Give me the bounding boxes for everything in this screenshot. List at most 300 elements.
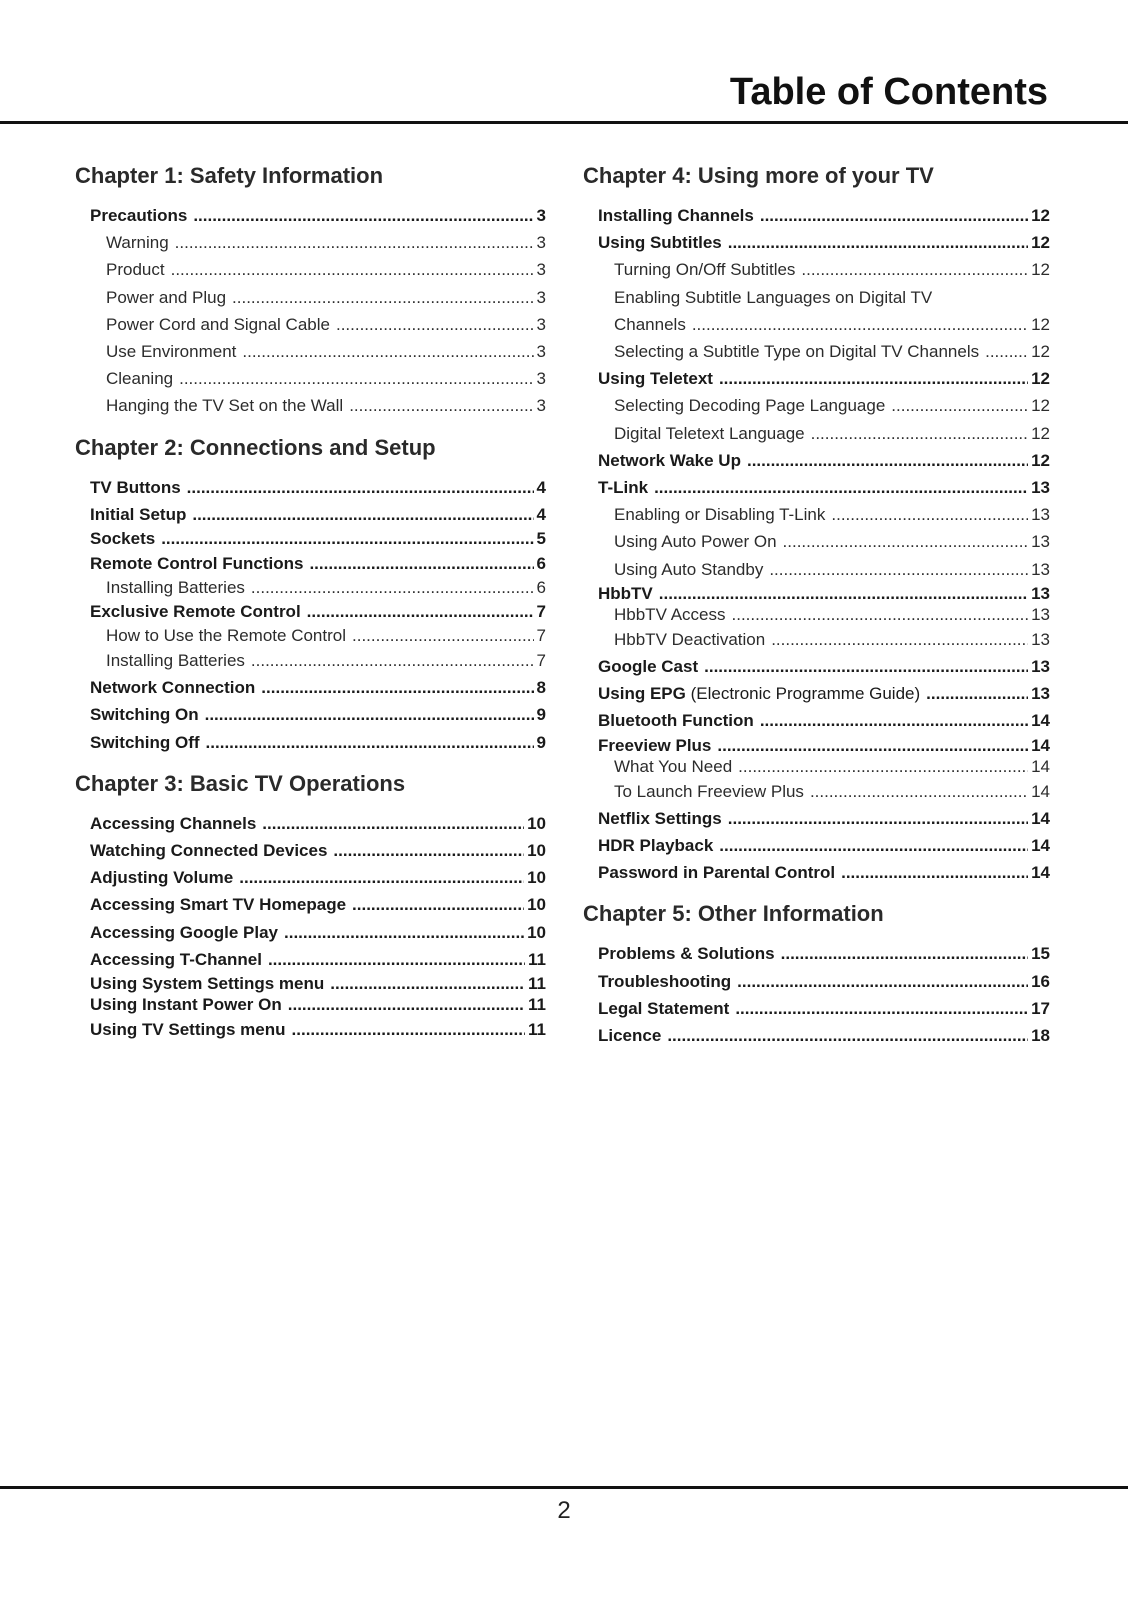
toc-entry-title: HbbTV Access (614, 605, 726, 625)
toc-entry-page: 14 (1031, 735, 1050, 755)
toc-entry-title: Netflix Settings (598, 808, 722, 828)
toc-entry[interactable] (75, 256, 546, 283)
dot-leader (831, 501, 1028, 528)
dot-leader (161, 528, 533, 550)
toc-entry-page: 13 (1031, 532, 1050, 552)
toc-entry-label (614, 501, 825, 528)
toc-column-right (583, 160, 1050, 1061)
toc-entry[interactable] (583, 995, 1050, 1022)
dot-leader (309, 550, 533, 577)
toc-entry-title: HbbTV Deactivation (614, 629, 766, 649)
toc-entry-page: 11 (528, 973, 546, 993)
dot-leader (891, 392, 1028, 419)
toc-entry-label (598, 653, 698, 680)
toc-entry[interactable] (583, 707, 1050, 734)
toc-entry-title: Installing Batteries (106, 577, 245, 597)
toc-entry-label (614, 626, 765, 653)
toc-entry[interactable] (583, 202, 1050, 229)
dot-leader (292, 1016, 525, 1043)
toc-entry-title: What You Need (614, 757, 733, 777)
toc-entry-title: Enabling Subtitle Languages on Digital TV (614, 287, 933, 307)
toc-entry[interactable] (583, 968, 1050, 995)
toc-entry[interactable] (75, 701, 546, 728)
dot-leader (717, 735, 1028, 757)
chapter-title: Chapter 3: Basic TV Operations (75, 770, 406, 796)
toc-entry[interactable] (583, 940, 1050, 967)
toc-entry-label (614, 778, 804, 805)
toc-entry[interactable] (75, 528, 546, 550)
toc-entry-page: 10 (527, 922, 546, 942)
toc-column-left (75, 160, 546, 1055)
dot-leader (206, 729, 534, 756)
toc-entry-label (90, 1016, 286, 1043)
dot-leader (769, 556, 1028, 583)
toc-entry-label (106, 229, 169, 256)
dot-leader (985, 338, 1028, 365)
toc-entry-label (598, 968, 731, 995)
dot-leader (251, 647, 534, 674)
toc-entry[interactable] (583, 1022, 1050, 1049)
toc-entry[interactable] (583, 583, 1050, 605)
toc-entry-title: Hanging the TV Set on the Wall (106, 396, 344, 416)
toc-entry-page: 14 (1031, 781, 1050, 801)
dot-leader (284, 919, 524, 946)
chapter-entries (75, 474, 546, 756)
toc-entry-title: Using Subtitles (598, 233, 722, 253)
toc-entry-page: 12 (1031, 233, 1050, 253)
toc-entry-page: 5 (536, 529, 546, 549)
toc-entry-label (614, 311, 686, 338)
toc-entry[interactable] (75, 501, 546, 528)
dot-leader (192, 501, 533, 528)
toc-entry-title: Precautions (90, 206, 188, 225)
dot-leader (810, 778, 1028, 805)
toc-entry-title: Installing Batteries (106, 650, 245, 670)
toc-entry-page: 3 (536, 314, 546, 334)
toc-entry-title: Power and Plug (106, 287, 227, 307)
dot-leader (307, 598, 534, 625)
toc-entry-page: 13 (1031, 629, 1050, 649)
toc-entry[interactable] (583, 756, 1050, 778)
toc-entry[interactable] (75, 674, 546, 701)
toc-entry-page: 16 (1031, 971, 1050, 991)
toc-entry-label (106, 311, 330, 338)
chapter-title: Chapter 1: Safety Information (75, 163, 384, 188)
toc-entry-label (106, 256, 165, 283)
toc-entry-label (614, 284, 932, 311)
toc-entry[interactable] (75, 864, 546, 891)
toc-entry-page: 12 (1031, 206, 1050, 225)
toc-entry-page: 10 (527, 868, 546, 888)
toc-entry-title: Troubleshooting (598, 971, 732, 991)
toc-entry-page: 3 (536, 369, 546, 389)
dot-leader (737, 968, 1028, 995)
toc-entry[interactable] (583, 735, 1050, 757)
toc-entry[interactable] (583, 805, 1050, 832)
dot-leader (783, 528, 1029, 555)
toc-entry[interactable] (583, 447, 1050, 474)
toc-entry[interactable] (583, 284, 1050, 311)
toc-entry[interactable] (75, 625, 546, 647)
toc-entry[interactable] (75, 810, 546, 837)
toc-entry-label (598, 940, 775, 967)
toc-entry-title: Network Wake Up (598, 450, 741, 470)
toc-entry-label (614, 556, 763, 583)
toc-entry[interactable] (75, 202, 546, 229)
toc-entry-title: How to Use the Remote Control (106, 626, 346, 646)
toc-entry-label (598, 805, 722, 832)
toc-entry[interactable] (75, 229, 546, 256)
toc-entry-page: 3 (536, 396, 546, 416)
toc-entry-title: Password in Parental Control (598, 863, 836, 883)
toc-entry[interactable] (583, 556, 1050, 583)
toc-entry[interactable] (583, 229, 1050, 256)
toc-entry-title: Problems & Solutions (598, 944, 775, 964)
chapter-entries (583, 940, 1050, 1049)
dot-leader (179, 365, 533, 392)
toc-entry-title: Digital Teletext Language (614, 423, 805, 443)
toc-entry[interactable] (75, 550, 546, 577)
toc-entry-label (614, 392, 885, 419)
toc-entry[interactable] (583, 256, 1050, 283)
toc-entry-page: 10 (527, 840, 546, 860)
dot-leader (659, 583, 1028, 605)
toc-entry-page: 3 (536, 260, 546, 280)
toc-entry-page: 13 (1031, 505, 1050, 525)
toc-entry-title: Using System Settings menu (90, 973, 325, 993)
toc-entry-label (614, 756, 732, 778)
dot-leader (732, 604, 1029, 626)
toc-entry-title: Accessing Channels (90, 813, 257, 833)
toc-entry-label (106, 284, 226, 311)
dot-leader (232, 284, 534, 311)
toc-entry-title: Switching Off (90, 732, 200, 752)
toc-entry-label (90, 550, 303, 577)
toc-entry-label (598, 474, 648, 501)
toc-entry-label (598, 707, 754, 734)
toc-entry-page: 12 (1031, 342, 1050, 362)
dot-leader (926, 680, 1028, 707)
dot-leader (760, 707, 1028, 734)
dot-leader (771, 626, 1028, 653)
toc-entry-title: Accessing Google Play (90, 922, 279, 942)
toc-entry-page: 7 (536, 626, 546, 646)
dot-leader (781, 940, 1028, 967)
toc-entry[interactable] (75, 919, 546, 946)
header-rule (0, 121, 1128, 124)
dot-leader (747, 447, 1028, 474)
toc-entry-label (598, 229, 722, 256)
toc-entry-title: Google Cast (598, 657, 699, 677)
toc-entry-title: Turning On/Off Subtitles (614, 260, 796, 280)
toc-entry-title: Licence (598, 1026, 662, 1046)
toc-entry-title: Product (106, 260, 165, 280)
toc-entry-title: Using TV Settings menu (90, 1019, 286, 1039)
toc-entry-title: Watching Connected Devices (90, 840, 328, 860)
toc-entry[interactable] (583, 859, 1050, 886)
chapter-4 (583, 160, 1050, 886)
dot-leader (268, 946, 525, 973)
toc-entry-label (90, 674, 255, 701)
dot-leader (719, 365, 1028, 392)
page-title: Table of Contents (729, 71, 1048, 113)
toc-entry-page: 4 (536, 504, 546, 524)
toc-entry-page: 12 (1031, 396, 1050, 416)
toc-entry-label (90, 837, 327, 864)
toc-entry-page: 13 (1031, 559, 1050, 579)
dot-leader (738, 756, 1028, 778)
toc-entry-label (90, 919, 278, 946)
toc-entry-page: 7 (536, 602, 546, 622)
toc-entry-label (90, 810, 256, 837)
toc-entry[interactable] (583, 680, 1050, 707)
toc-entry-title: Using Auto Power On (614, 532, 777, 552)
dot-leader (193, 202, 533, 229)
toc-entry-page: 13 (1031, 478, 1050, 498)
dot-leader (251, 577, 534, 599)
toc-entry[interactable] (583, 626, 1050, 653)
dot-leader (171, 256, 534, 283)
toc-entry-page: 11 (528, 949, 546, 969)
dot-leader (352, 891, 524, 918)
toc-entry-title: Warning (106, 233, 169, 253)
toc-entry-page: 10 (527, 813, 546, 833)
toc-entry-page: 14 (1031, 863, 1050, 883)
dot-leader (330, 973, 525, 995)
toc-entry-label (106, 392, 343, 419)
dot-leader (811, 420, 1028, 447)
toc-entry-page: 14 (1031, 711, 1050, 731)
toc-entry-page: 9 (536, 732, 546, 752)
toc-entry[interactable] (583, 420, 1050, 447)
toc-entry-page: 12 (1031, 423, 1050, 443)
toc-entry-page: 13 (1031, 605, 1050, 625)
toc-entry[interactable] (75, 338, 546, 365)
toc-entry-page: 12 (1031, 314, 1050, 334)
toc-entry-label (106, 625, 346, 647)
toc-entry[interactable] (75, 365, 546, 392)
toc-entry-label (90, 701, 199, 728)
chapter-5 (583, 898, 1050, 1049)
toc-entry-page: 13 (1031, 657, 1050, 677)
toc-entry-label (598, 680, 920, 707)
toc-entry[interactable] (75, 891, 546, 918)
toc-entry-title: Exclusive Remote Control (90, 602, 301, 622)
toc-entry-label (598, 583, 653, 605)
toc-entry[interactable] (583, 832, 1050, 859)
toc-entry-title: Remote Control Functions (90, 553, 304, 573)
dot-leader (262, 810, 524, 837)
dot-leader (735, 995, 1028, 1022)
toc-entry-label (598, 202, 754, 229)
dot-leader (728, 805, 1028, 832)
toc-entry-label (90, 202, 187, 229)
toc-entry[interactable] (75, 474, 546, 501)
toc-entry-label (90, 598, 301, 625)
toc-entry-page: 11 (528, 1019, 546, 1039)
toc-entry-label (598, 1022, 661, 1049)
toc-entry[interactable] (75, 598, 546, 625)
toc-entry[interactable] (75, 837, 546, 864)
toc-entry-title: TV Buttons (90, 477, 181, 497)
toc-entry-label (90, 973, 324, 995)
toc-entry-page: 9 (536, 705, 546, 725)
toc-entry-label (614, 256, 795, 283)
toc-entry-page: 7 (536, 650, 546, 670)
toc-entry-title: Selecting Decoding Page Language (614, 396, 886, 416)
toc-entry[interactable] (583, 528, 1050, 555)
toc-entry[interactable] (75, 729, 546, 756)
dot-leader (336, 311, 534, 338)
toc-entry-page: 17 (1031, 998, 1050, 1018)
dot-leader (801, 256, 1028, 283)
toc-entry-title: HDR Playback (598, 836, 714, 856)
toc-entry[interactable] (75, 973, 546, 995)
toc-entry[interactable] (75, 311, 546, 338)
chapter-title: Chapter 2: Connections and Setup (75, 434, 436, 460)
toc-entry-page: 3 (536, 206, 546, 225)
toc-entry-page: 15 (1031, 944, 1050, 964)
dot-leader (704, 653, 1028, 680)
toc-entry-page: 14 (1031, 808, 1050, 828)
chapter-entries (583, 202, 1050, 886)
dot-leader (242, 338, 533, 365)
toc-entry-label (90, 528, 155, 550)
toc-entry-page: 11 (528, 995, 546, 1015)
toc-entry[interactable] (75, 577, 546, 599)
toc-entry[interactable] (583, 778, 1050, 805)
toc-entry-label (614, 420, 805, 447)
toc-entry-label (614, 604, 726, 626)
toc-entry-title: Using Teletext (598, 369, 713, 389)
toc-entry-label (90, 864, 233, 891)
chapter-title: Chapter 5: Other Information (583, 901, 884, 927)
dot-leader (239, 864, 524, 891)
toc-entry-page: 3 (536, 233, 546, 253)
toc-entry-title: Freeview Plus (598, 735, 712, 755)
toc-entry[interactable] (583, 653, 1050, 680)
toc-entry-label (598, 859, 835, 886)
toc-entry-page: 8 (536, 678, 546, 698)
dot-leader (760, 202, 1028, 229)
toc-entry-label (106, 338, 236, 365)
toc-entry-title: Accessing Smart TV Homepage (90, 895, 347, 915)
dot-leader (654, 474, 1028, 501)
toc-entry-page: 13 (1031, 684, 1050, 704)
toc-entry-title: Adjusting Volume (90, 868, 234, 888)
toc-entry-page: 3 (536, 287, 546, 307)
toc-entry-label (614, 338, 979, 365)
toc-entry-title: Using Auto Standby (614, 559, 764, 579)
footer-rule (0, 1486, 1128, 1489)
dot-leader (352, 625, 534, 647)
chapter-2 (75, 432, 546, 756)
toc-entry[interactable] (583, 501, 1050, 528)
toc-entry-page: 3 (536, 342, 546, 362)
chapter-1 (75, 160, 546, 420)
toc-entry-page: 6 (536, 577, 546, 597)
dot-leader (175, 229, 534, 256)
toc-entry[interactable] (75, 392, 546, 419)
toc-entry-title: Using EPG (598, 684, 686, 704)
toc-entry-page: 14 (1031, 836, 1050, 856)
toc-entry-title: Power Cord and Signal Cable (106, 314, 330, 334)
toc-entry-title: HbbTV (598, 583, 653, 603)
toc-entry-title: Network Connection (90, 678, 256, 698)
toc-entry-label (90, 501, 186, 528)
toc-entry-label (598, 365, 713, 392)
toc-entry[interactable] (583, 311, 1050, 338)
page-number: 2 (557, 1497, 571, 1524)
dot-leader (333, 837, 524, 864)
toc-entry-page: 18 (1031, 1026, 1050, 1046)
dot-leader (261, 674, 533, 701)
toc-entry-title: Bluetooth Function (598, 711, 754, 731)
toc-entry-title: Enabling or Disabling T-Link (614, 505, 826, 525)
toc-entry-page: 12 (1031, 450, 1050, 470)
toc-entry-page: 13 (1031, 583, 1050, 603)
toc-entry-title: Channels (614, 314, 686, 334)
toc-entry[interactable] (75, 946, 546, 973)
toc-entry-title: Using Instant Power On (90, 995, 282, 1015)
toc-entry-label (106, 647, 245, 674)
toc-entry[interactable] (75, 994, 546, 1016)
toc-entry-title: Use Environment (106, 342, 237, 362)
toc-entry[interactable] (583, 392, 1050, 419)
dot-leader (841, 859, 1028, 886)
toc-entry-title: To Launch Freeview Plus (614, 781, 804, 801)
toc-entry-label (598, 735, 711, 757)
toc-entry-label (598, 832, 713, 859)
toc-entry-title: T-Link (598, 478, 649, 498)
toc-entry[interactable] (75, 284, 546, 311)
toc-entry[interactable] (583, 604, 1050, 626)
toc-entry-page: 14 (1031, 757, 1050, 777)
toc-entry[interactable] (75, 647, 546, 674)
toc-entry-page: 10 (527, 895, 546, 915)
toc-entry[interactable] (75, 1016, 546, 1043)
toc-entry-label-extra: (Electronic Programme Guide) (685, 684, 921, 704)
toc-entry-label (106, 577, 245, 599)
toc-entry[interactable] (583, 338, 1050, 365)
toc-entry-label (106, 365, 173, 392)
toc-entry-label (90, 946, 262, 973)
toc-entry-title: Sockets (90, 529, 156, 549)
dot-leader (349, 392, 533, 419)
toc-entry-title: Switching On (90, 705, 199, 725)
toc-entry-label (90, 474, 181, 501)
chapter-entries (75, 810, 546, 1043)
dot-leader (187, 474, 534, 501)
dot-leader (667, 1022, 1028, 1049)
toc-entry-page: 6 (536, 553, 546, 573)
toc-entry-title: Selecting a Subtitle Type on Digital TV Channels (614, 342, 980, 362)
dot-leader (728, 229, 1028, 256)
toc-entry-title: Accessing T-Channel (90, 949, 262, 969)
toc-entry-label (614, 528, 777, 555)
toc-entry-label (90, 994, 282, 1016)
dot-leader (719, 832, 1028, 859)
toc-entry-page: 12 (1031, 369, 1050, 389)
toc-entry[interactable] (583, 474, 1050, 501)
toc-entry-label (90, 891, 346, 918)
toc-entry[interactable] (583, 365, 1050, 392)
toc-entry-label (598, 447, 741, 474)
toc-entry-page: 4 (536, 477, 546, 497)
chapter-3 (75, 768, 546, 1043)
toc-entry-title: Installing Channels (598, 206, 754, 225)
dot-leader (288, 994, 525, 1016)
